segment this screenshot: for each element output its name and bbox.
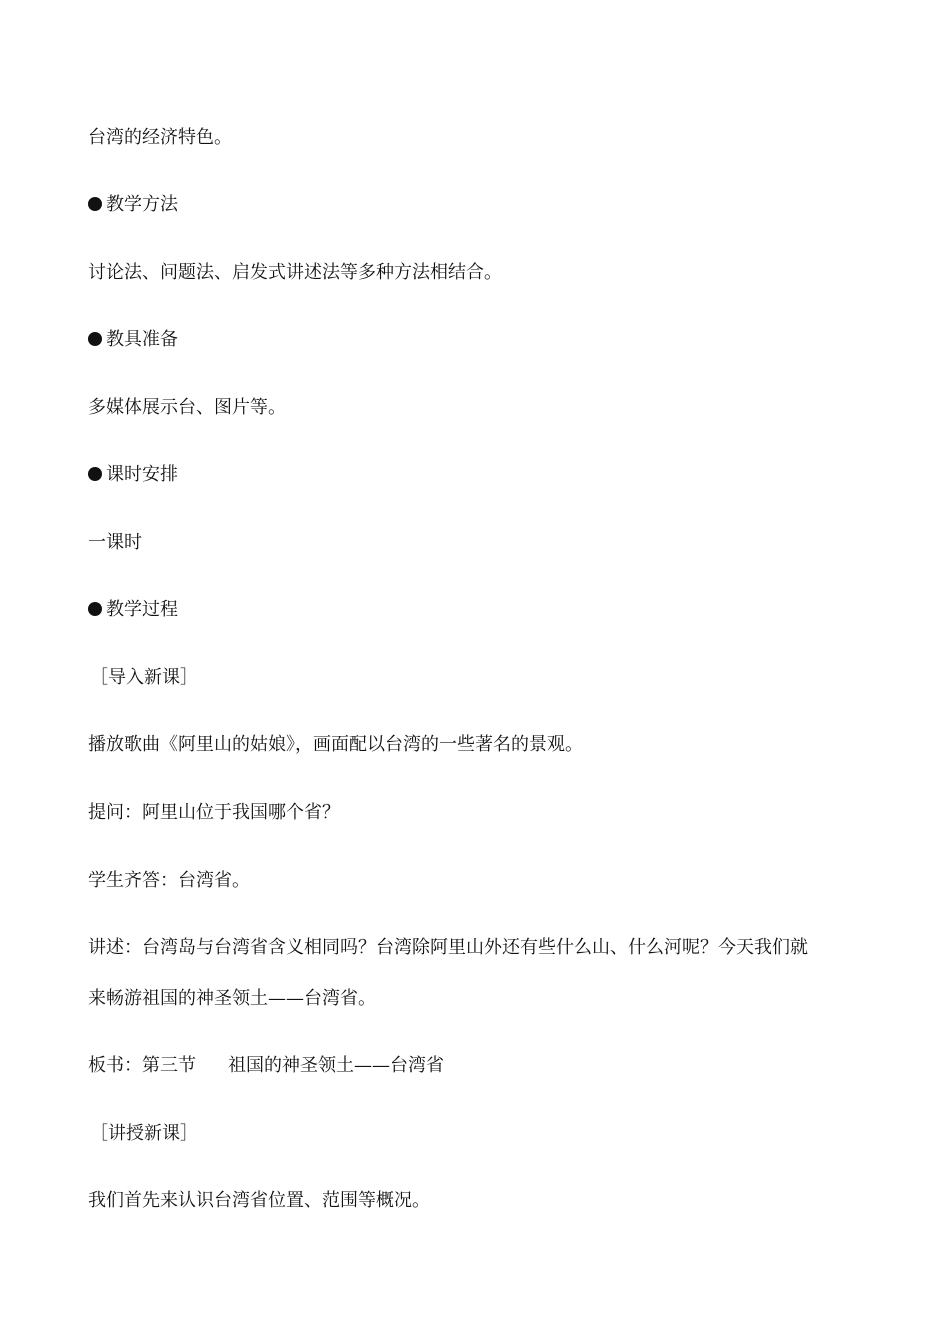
subsection-text: ［讲授新课］ [90,1123,198,1144]
text-line [88,1189,430,1213]
heading-text: 教具准备 [106,329,178,350]
board-label: 板书：第三节 [88,1055,196,1076]
paragraph-text: 提问：阿里山位于我国哪个省？ [88,802,340,823]
paragraph-text: 讲述：台湾岛与台湾省含义相同吗？台湾除阿里山外还有些什么山、什么河呢？今天我们就 [88,937,808,958]
paragraph-text: 来畅游祖国的神圣领土——台湾省。 [88,988,376,1009]
paragraph-text: 学生齐答：台湾省。 [88,870,250,891]
subsection-heading [90,1122,198,1146]
text-line [88,531,142,555]
paragraph-text: 台湾的经济特色。 [88,127,232,148]
bullet-icon [88,602,102,616]
board-title: 祖国的神圣领土——台湾省 [228,1055,444,1076]
text-line [88,261,502,285]
bullet-icon [88,332,102,346]
bullet-icon [88,197,102,211]
subsection-text: ［导入新课］ [90,667,198,688]
paragraph-text: 我们首先来认识台湾省位置、范围等概况。 [88,1190,430,1211]
text-line [88,801,340,825]
paragraph-text: 一课时 [88,532,142,553]
text-line [88,126,232,150]
heading-text: 课时安排 [106,464,178,485]
paragraph-text: 多媒体展示台、图片等。 [88,397,286,418]
heading-text: 教学方法 [106,194,178,215]
text-line [88,733,583,757]
paragraph-text: 播放歌曲《阿里山的姑娘》，画面配以台湾的一些著名的景观。 [88,734,583,755]
subsection-heading [90,666,198,690]
bullet-icon [88,467,102,481]
section-heading [88,328,178,352]
text-line [88,936,808,960]
text-line [88,987,376,1011]
section-heading [88,193,178,217]
section-heading [88,463,178,487]
text-line [88,869,250,893]
text-line [88,1054,444,1078]
paragraph-text: 讨论法、问题法、启发式讲述法等多种方法相结合。 [88,262,502,283]
section-heading [88,598,178,622]
text-line [88,396,286,420]
heading-text: 教学过程 [106,599,178,620]
